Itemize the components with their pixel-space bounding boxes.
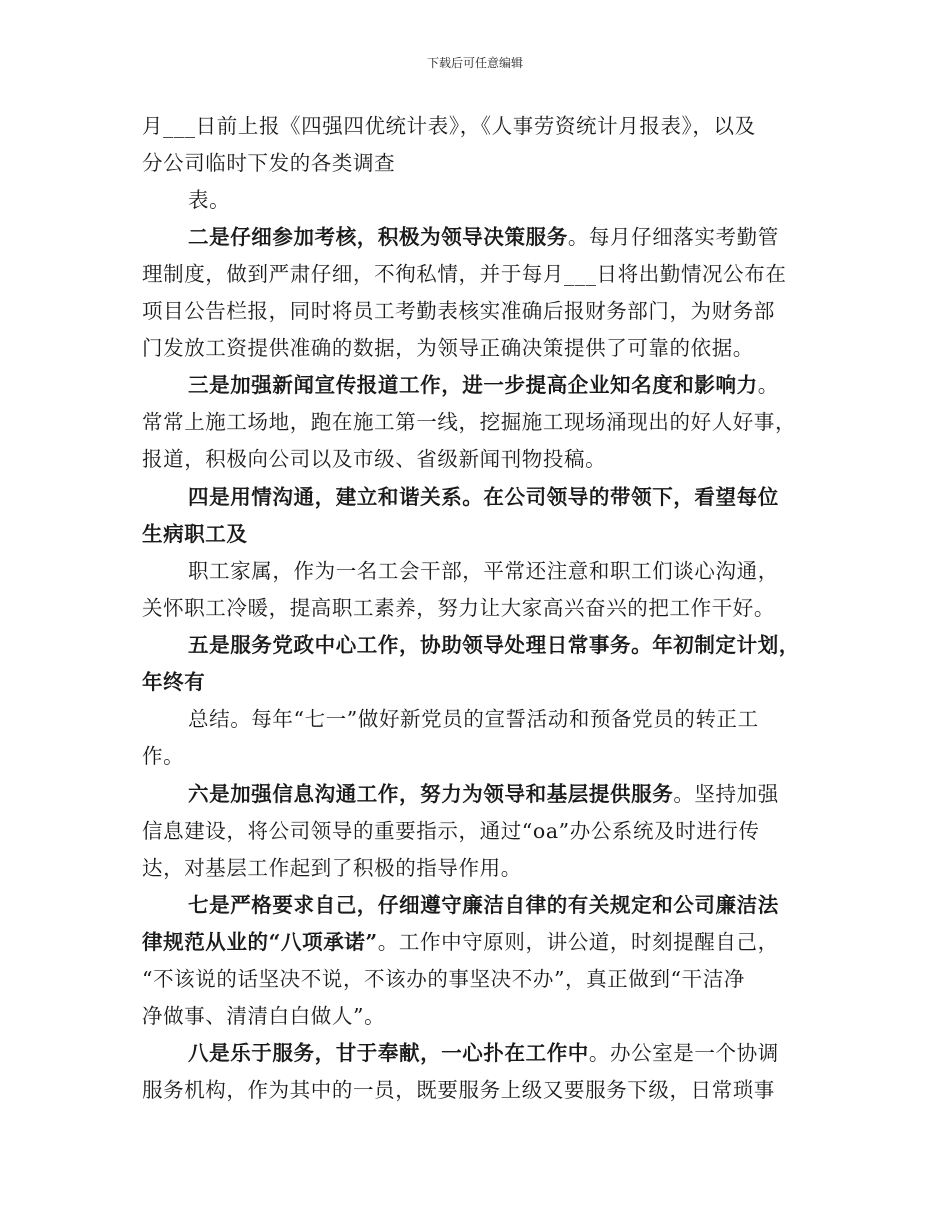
paragraph-heading: 八是乐于服务，甘于奉献，一心扑在工作中。办公室是一个协调 xyxy=(188,1041,779,1065)
text-line: 年终有 xyxy=(142,670,206,694)
text-line: 月___日前上报《四强四优统计表》，《人事劳资统计月报表》，以及 xyxy=(142,114,756,138)
paragraph-heading: 六是加强信息沟通工作，努力为领导和基层提供服务。坚持加强 xyxy=(188,782,779,806)
paragraph-heading: 三是加强新闻宣传报道工作，进一步提高企业知名度和影响力。 xyxy=(188,373,779,397)
text-line: 报道，积极向公司以及市级、省级新闻刊物投稿。 xyxy=(142,447,607,471)
text-line: 门发放工资提供准确的数据，为领导正确决策提供了可靠的依据。 xyxy=(142,336,754,360)
text-line: 服务机构，作为其中的一员，既要服务上级又要服务下级，日常琐事 xyxy=(142,1078,775,1102)
text-line: 表。 xyxy=(188,188,231,212)
text-line: 律规范从业的“八项承诺”。工作中守原则，讲公道，时刻提醒自己， xyxy=(142,930,779,954)
paragraph-heading: 五是服务党政中心工作，协助领导处理日常事务。年初制定计划， xyxy=(188,633,800,657)
text-line: 理制度，做到严肃仔细，不徇私情，并于每月___日将出勤情况公布在 xyxy=(142,262,787,286)
text-line: 生病职工及 xyxy=(142,522,248,546)
paragraph-heading: 二是仔细参加考核，积极为领导决策服务。每月仔细落实考勤管 xyxy=(188,225,779,249)
page-header: 下载后可任意编辑 xyxy=(426,56,523,70)
text-line: 常常上施工场地，跑在施工第一线，挖掘施工现场涌现出的好人好事， xyxy=(142,410,797,434)
text-line: 净做事、清清白白做人”。 xyxy=(142,1004,386,1028)
text-line: 作。 xyxy=(142,744,185,768)
text-line: 信息建设，将公司领导的重要指示，通过“oa”办公系统及时进行传 xyxy=(142,819,760,843)
text-line: 职工家属，作为一名工会干部，平常还注意和职工们谈心沟通， xyxy=(188,559,779,583)
text-line: 总结。每年“七一”做好新党员的宣誓活动和预备党员的转正工 xyxy=(188,707,759,731)
text-line: 项目公告栏报，同时将员工考勤表核实准确后报财务部门，为财务部 xyxy=(142,299,775,323)
text-line: 关怀职工冷暖，提高职工素养，努力让大家高兴奋兴的把工作干好。 xyxy=(142,596,775,620)
text-line: “不该说的话坚决不说，不该办的事坚决不办”，真正做到“干洁净 xyxy=(142,967,745,991)
paragraph-heading: 七是严格要求自己，仔细遵守廉洁自律的有关规定和公司廉洁法 xyxy=(188,893,779,917)
text-line: 达，对基层工作起到了积极的指导作用。 xyxy=(142,856,522,880)
paragraph-heading: 四是用情沟通，建立和谐关系。在公司领导的带领下，看望每位 xyxy=(188,485,779,509)
text-line: 分公司临时下发的各类调查 xyxy=(142,151,396,175)
